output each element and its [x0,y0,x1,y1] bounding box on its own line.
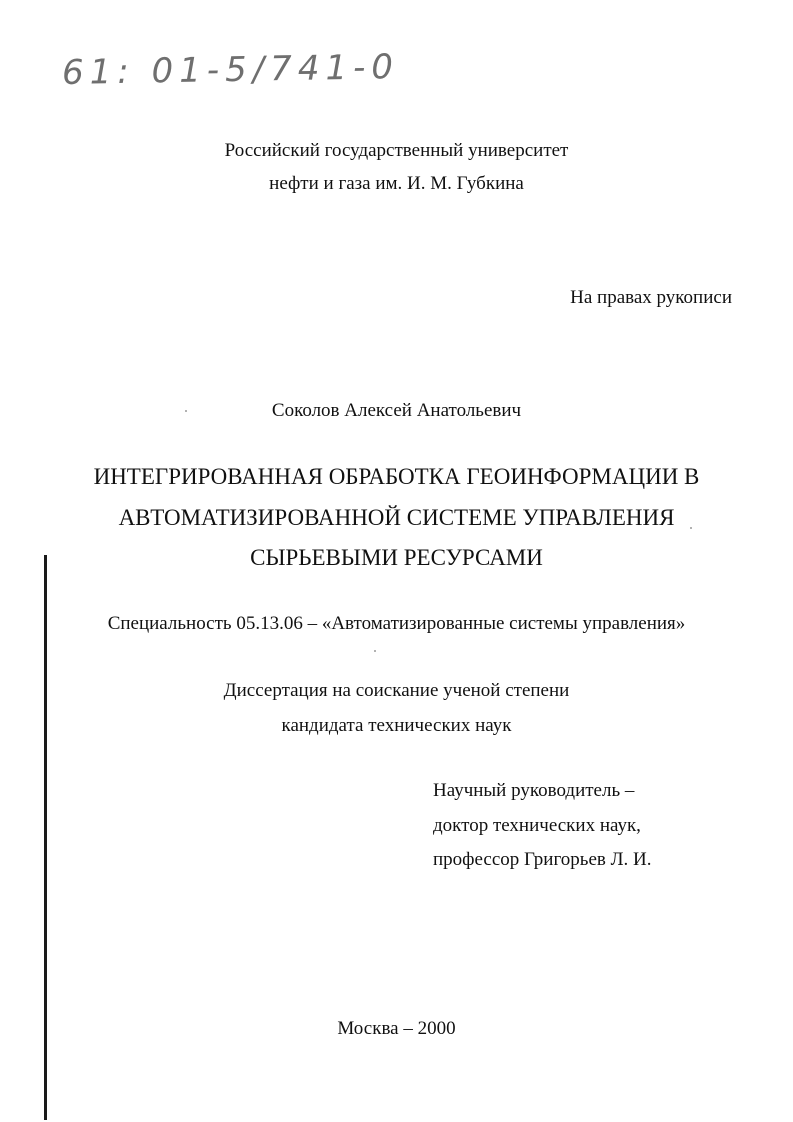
university-name-line2: нефти и газа им. И. М. Губкина [269,173,524,194]
manuscript-rights-note: На правах рукописи [570,287,732,308]
handwritten-archive-number: 61: 01-5/741-0 [61,47,400,93]
advisor-line2: доктор технических наук, [433,815,641,836]
place-and-year: Москва – 2000 [337,1018,456,1039]
author-name: Соколов Алексей Анатольевич [271,400,522,421]
thesis-title-line1: ИНТЕГРИРОВАННАЯ ОБРАБОТКА ГЕОИНФОРМАЦИИ В [93,464,700,489]
thesis-title-line2: АВТОМАТИЗИРОВАННОЙ СИСТЕМЕ УПРАВЛЕНИЯ [118,505,675,530]
university-name-line1: Российский государственный университет [224,140,569,161]
scan-speck [374,650,376,652]
scan-speck [185,410,187,412]
scan-edge-line [44,555,47,1120]
degree-line2: кандидата технических наук [281,715,512,736]
advisor-line3: профессор Григорьев Л. И. [433,849,652,870]
scan-speck [690,527,692,529]
thesis-title-line3: СЫРЬЕВЫМИ РЕСУРСАМИ [250,545,543,570]
specialty-line: Специальность 05.13.06 – «Автоматизированные системы управления» [107,613,686,634]
advisor-line1: Научный руководитель – [433,780,635,801]
degree-line1: Диссертация на соискание ученой степени [223,680,570,701]
